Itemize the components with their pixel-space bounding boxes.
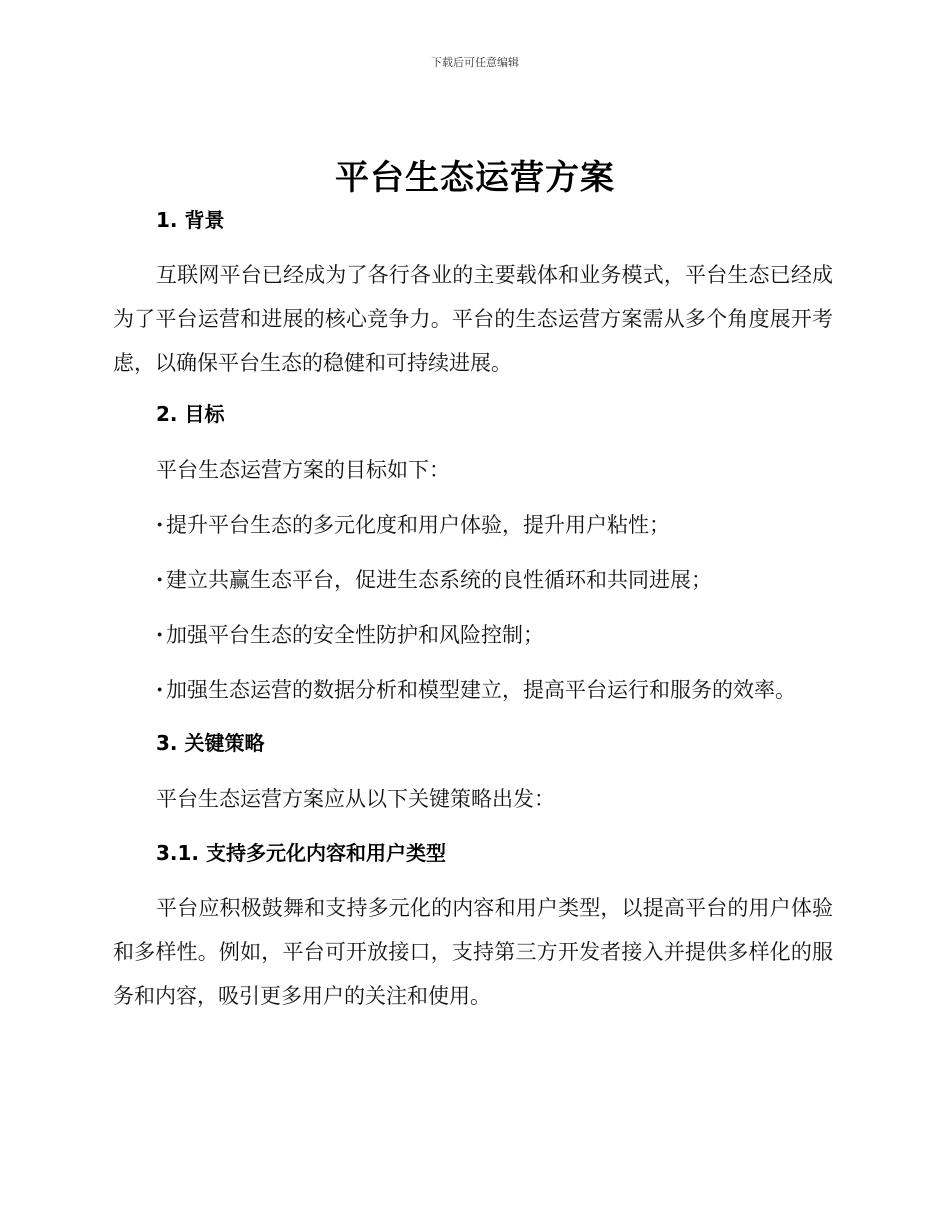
bullet-icon: · bbox=[156, 567, 164, 592]
goals-bullet-3 bbox=[113, 620, 833, 650]
list-item-text: 加强生态运营的数据分析和模型建立，提高平台运行和服务的效率。 bbox=[166, 678, 796, 702]
list-item-text: 提升平台生态的多元化度和用户体验，提升用户粘性； bbox=[166, 513, 670, 537]
bullet-icon: · bbox=[156, 622, 164, 647]
background-paragraph-block bbox=[113, 253, 833, 385]
goals-bullet-2 bbox=[113, 565, 833, 595]
background-paragraph: 互联网平台已经成为了各行各业的主要载体和业务模式，平台生态已经成为了平台运营和进展的核心竞争力。平台的生态运营方案需从多个角度展开考虑，以确保平台生态的稳健和可持续进展。 bbox=[113, 263, 833, 375]
strategy-intro: 平台生态运营方案应从以下关键策略出发： bbox=[156, 787, 555, 811]
list-item bbox=[113, 565, 833, 595]
list-item-text: 加强平台生态的安全性防护和风险控制； bbox=[166, 623, 544, 647]
bullet-icon: · bbox=[156, 677, 164, 702]
goals-intro-block bbox=[113, 455, 833, 485]
strategy-paragraph: 平台应积极鼓舞和支持多元化的内容和用户类型，以提高平台的用户体验和多样性。例如，平台可开放接口，支持第三方开发者接入并提供多样化的服务和内容，吸引更多用户的关注和使用。 bbox=[113, 896, 833, 1008]
list-item-text: 建立共赢生态平台，促进生态系统的良性循环和共同进展； bbox=[166, 568, 712, 592]
strategy-intro-block bbox=[113, 784, 833, 814]
section-heading-strategy: 3. 关键策略 bbox=[156, 731, 265, 755]
section-background bbox=[113, 205, 833, 235]
document-title: 平台生态运营方案 bbox=[335, 158, 615, 198]
header-note: 下载后可任意编辑 bbox=[431, 56, 519, 69]
section-heading-background: 1. 背景 bbox=[156, 208, 225, 232]
section-strategy bbox=[113, 728, 833, 758]
goals-bullet-4 bbox=[113, 675, 833, 705]
list-item bbox=[113, 675, 833, 705]
list-item bbox=[113, 620, 833, 650]
bullet-icon: · bbox=[156, 512, 164, 537]
strategy-paragraph-block bbox=[113, 886, 833, 1018]
list-item bbox=[113, 510, 833, 540]
goals-intro: 平台生态运营方案的目标如下： bbox=[156, 458, 450, 482]
sub-heading-diverse-content: 3.1. 支持多元化内容和用户类型 bbox=[156, 841, 446, 865]
section-goals bbox=[113, 399, 833, 429]
section-heading-goals: 2. 目标 bbox=[156, 402, 225, 426]
strategy-sub-heading-block bbox=[113, 838, 833, 868]
goals-bullet-1 bbox=[113, 510, 833, 540]
